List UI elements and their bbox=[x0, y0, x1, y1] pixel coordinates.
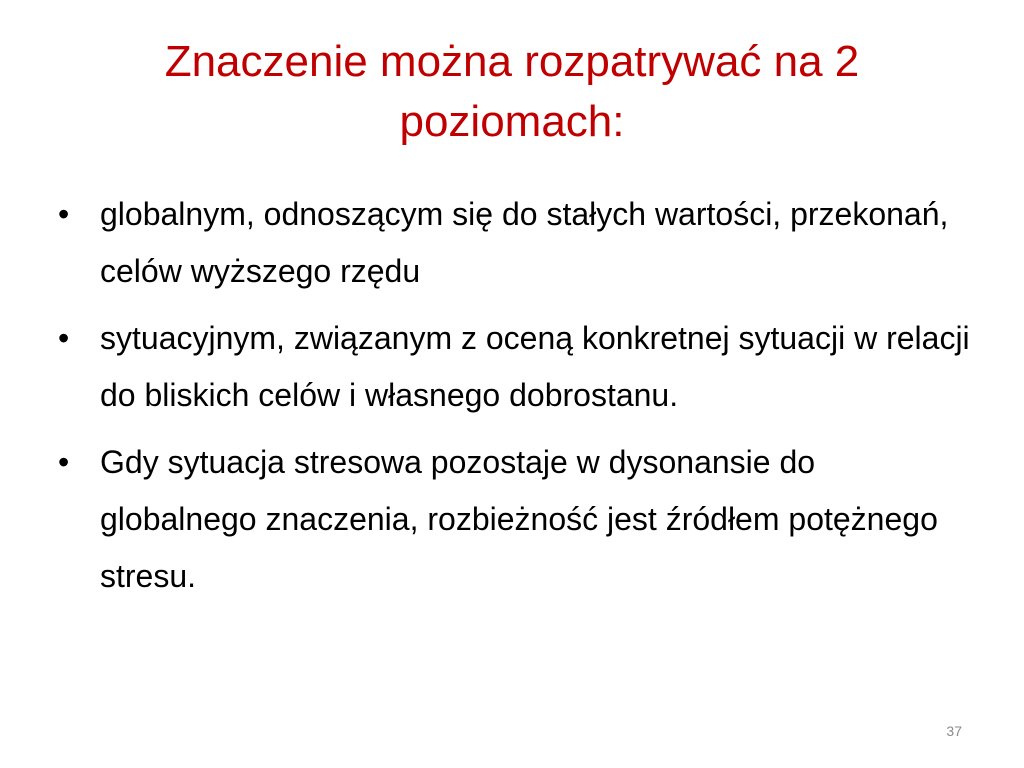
bullet-list bbox=[52, 186, 972, 605]
slide-title: Znaczenie można rozpatrywać na 2 poziomach: bbox=[164, 37, 860, 146]
bullet-icon: • bbox=[58, 320, 70, 356]
bullet-text: globalnym, odnoszącym się do stałych wartości, przekonań, celów wyższego rzędu bbox=[100, 196, 949, 289]
slide-content bbox=[52, 186, 972, 615]
bullet-text: Gdy sytuacja stresowa pozostaje w dysonansie do globalnego znaczenia, rozbieżność jest źródłem potężnego stresu. bbox=[100, 444, 938, 594]
bullet-item-dissonance bbox=[52, 434, 972, 605]
slide-number: 37 bbox=[946, 723, 962, 739]
bullet-text: sytuacyjnym, związanym z oceną konkretnej sytuacji w relacji do bliskich celów i własnego dobrostanu. bbox=[100, 320, 970, 413]
bullet-item-global bbox=[52, 186, 972, 300]
bullet-icon: • bbox=[58, 196, 70, 232]
bullet-icon: • bbox=[58, 444, 70, 480]
bullet-item-situational bbox=[52, 310, 972, 424]
